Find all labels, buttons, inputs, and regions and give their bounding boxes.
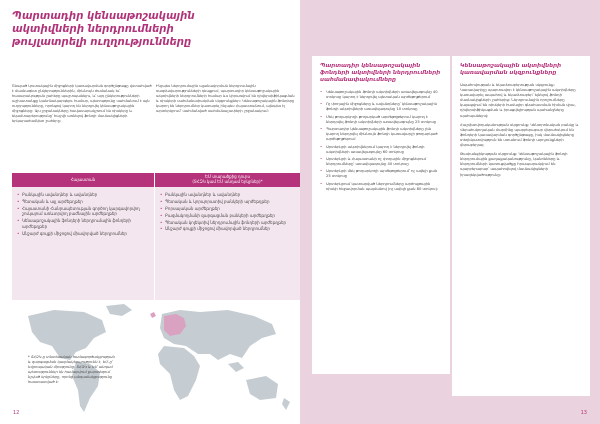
- intro-column-2: Ինչպես ներդրումային պլանավորման ներդրումային ռազմավարությունների դեպքում, պարտադիր կենսաթոշակային ակտիվների ներդրումների համար ևս կիրառվում են դիվերսիֆիկացման և ռիսկերի սահմանափակման սկզբունքներ։ Կենսաթոշակային ֆոնդերը կարող են ներդրումներ կատարել ինչպես Հայաստանում, այնպես էլ արտերկրում՝ սահմանված սահմանաչափերի շրջանակում։: [156, 84, 295, 114]
- list-item: • Պետական և այլ արժեթղթեր: [22, 199, 148, 205]
- title-line: թույլատրելի ուղղությունները: [12, 37, 192, 48]
- list-item: • Անշարժ գույքի միջոցով միավորված ներդրումներ: [22, 231, 148, 237]
- list-item: • Անշարժ գույքի միջոցով միավորված ներդրումներ: [165, 226, 294, 232]
- title-line: ակտիվների ներդրումների: [12, 24, 174, 35]
- armenia-list-panel: [12, 187, 154, 300]
- list-item: • Արտերկրի և Հայաստանի ոչ փողային միջոցներում ներդրումները՝ առավելագույնը 40 տոկոսը: [326, 157, 443, 167]
- list-item: • Պետական և կորպորատիվ բանկերի արժեթղթեր: [165, 199, 294, 205]
- abroad-header-line2: (ՏՀԶԿ կամ ԵՄ անդամ երկրներ)*: [192, 179, 263, 184]
- abroad-list-panel: [155, 187, 300, 300]
- right-page: [300, 0, 600, 424]
- restrictions-box: [312, 56, 450, 374]
- map-footnote: * ՏՀԶԿ-ը տնտեսական համագործակցության և զարգացման կազմակերպությունն է, ԵՄ-ը՝ Եվրոպական միությունը։ ՏՀԶԿ և ԵՄ անդամ պետություններ են համարվում քարտեզում նշված երկրները, որոնց անդամակցությունը հաստատված է։: [28, 355, 115, 384]
- restrictions-title: Պարտադիր կենսաթոշակային ֆոնդերի ակտիվների ներդրումների սահմանափակումները: [320, 63, 441, 83]
- principles-paragraph: Հաշվետվողականության սկզբունք։ Կենտրոնական բանկը և Վերահսկողական մարմինը պարբերաբար վերահսկում են ֆոնդերի կառավարման գործընթացը, իսկ մասնակիցները տեղեկատվություն են ստանում ֆոնդի արդյունքների վերաբերյալ։: [460, 122, 579, 148]
- armenia-list: [12, 187, 154, 236]
- list-item: • Ոչ փողային միջոցները և ավանդները՝ կենսաթոշակային ֆոնդի ակտիվների առավելագույնը 10 տոկոսը: [326, 102, 443, 112]
- list-item: • Պարտադիր կենսաթոշակային ֆոնդի ակտիվները չեն կարող ներդրվել միևնույն ֆոնդի կառավարչի թողարկած արժեթղթերում: [326, 127, 443, 142]
- list-item: • Բորսայական արժեթղթեր: [165, 206, 294, 212]
- principles-paragraph: Թափանցիկության սկզբունք։ Կենսաթոշակային ֆոնդի ներդրումային քաղաքականությունը, կանոնները և ներդրումների կառուցվածքը հրապարակվում են պարբերաբար՝ ապահովելով մասնակիցների իրազեկվածությունը։: [460, 152, 568, 177]
- list-item: • Հայաստանի Հանրապետության գործող կարգավորվող շուկայում առևտրվող բաժնային արժեթղթեր: [22, 206, 148, 217]
- armenia-header: Հայաստան: [12, 173, 154, 187]
- abroad-header: [155, 173, 300, 187]
- list-item: • Պետական կոլեկտիվ ներդրումային ֆոնդերի արժեթղթեր: [165, 220, 294, 226]
- principles-box: [452, 56, 590, 396]
- list-item: • Մեկ թողարկողի թողարկած արժեթղթերում կարող է ներդրվել ֆոնդի ակտիվների առավելագույնը 25 տոկոսը: [326, 115, 443, 125]
- abroad-list: [155, 187, 300, 232]
- list-item: • Կենսաթոշակային ֆոնդերի ներդրումային ֆոնդերի արժեթղթեր: [22, 218, 148, 229]
- page-title: [12, 10, 202, 49]
- investment-comparison-table: [12, 173, 300, 300]
- principles-paragraph: Ապահովության և եկամտաբերության սկզբունք։ Կառավարիչը պարտավոր է կենսաթոշակային ակտիվները կառավարել ապահով և եկամտաբեր՝ ելնելով ֆոնդի մասնակիցների շահերից։ Ներդրումային որոշումները կայացվում են ռիսկերի համալիր գնահատման հիման վրա, դիվերսիֆիկացման և իրացվելիության պահանջները պահպանելով։: [460, 83, 576, 118]
- list-item: • Բանկային ավանդներ և ավանդներ: [165, 192, 294, 198]
- title-line: Պարտադիր կենսաթոշակային: [12, 11, 195, 22]
- principles-text: [452, 81, 590, 178]
- list-item: • Արտերկրի մեկ թողարկողի արժեթղթերում՝ ոչ ավելի քան 25 տոկոսը: [326, 169, 443, 179]
- page-number-right: 13: [580, 410, 587, 416]
- abroad-header-line1: ԵՄ տարածքից դուրս: [205, 174, 250, 180]
- restrictions-list: [312, 88, 450, 192]
- principles-title: Կենսաթոշակային ակտիվների կառավարման սկզբունքները: [460, 63, 562, 76]
- list-item: • Բանկային ավանդներ և ավանդներ: [22, 192, 148, 198]
- page-number-left: 12: [13, 410, 20, 416]
- list-item: • Արտերկրի ակտիվներում կարող է ներդրվել ֆոնդի ակտիվների առավելագույնը 60 տոկոսը: [326, 145, 443, 155]
- list-item: • Կենսաթոշակային ֆոնդի ակտիվների առավելագույնը 40 տոկոսը կարող է ներդրվել պետական արժեթղթերում: [326, 90, 443, 100]
- list-item: • Արտերկրում կատարված ներդրումները արժույթային ռիսկի հեջավորման պայմանով (ոչ ավելի քան 80 տոկոս)։: [326, 182, 443, 192]
- list-item: • Բազմակողմանի զարգացման բանկերի արժեթղթեր: [165, 213, 294, 219]
- intro-column-1: Շնայած կուտակային միջոցների կառավարման գործընթացը վստահված է մասնագետ ընկերություններին, միևնույն ժամանակ եւ՛ հասարակության շահերը պաշտպանելու, և՛ այդ ընկերությունների աշխատանքը կանոնակարգելու համար, պետությունը սահմանում է այն ուղղությունները, որոնցով կարող են ներդրվել կենսաթոշակային միջոցները։ Այս շրջանակները հավասարակշռում են ռիսկերը և եկամտաբերությունը՝ հաշվի առնելով ֆոնդի մասնակիցների երկարաժամկետ շահերը։: [12, 84, 152, 124]
